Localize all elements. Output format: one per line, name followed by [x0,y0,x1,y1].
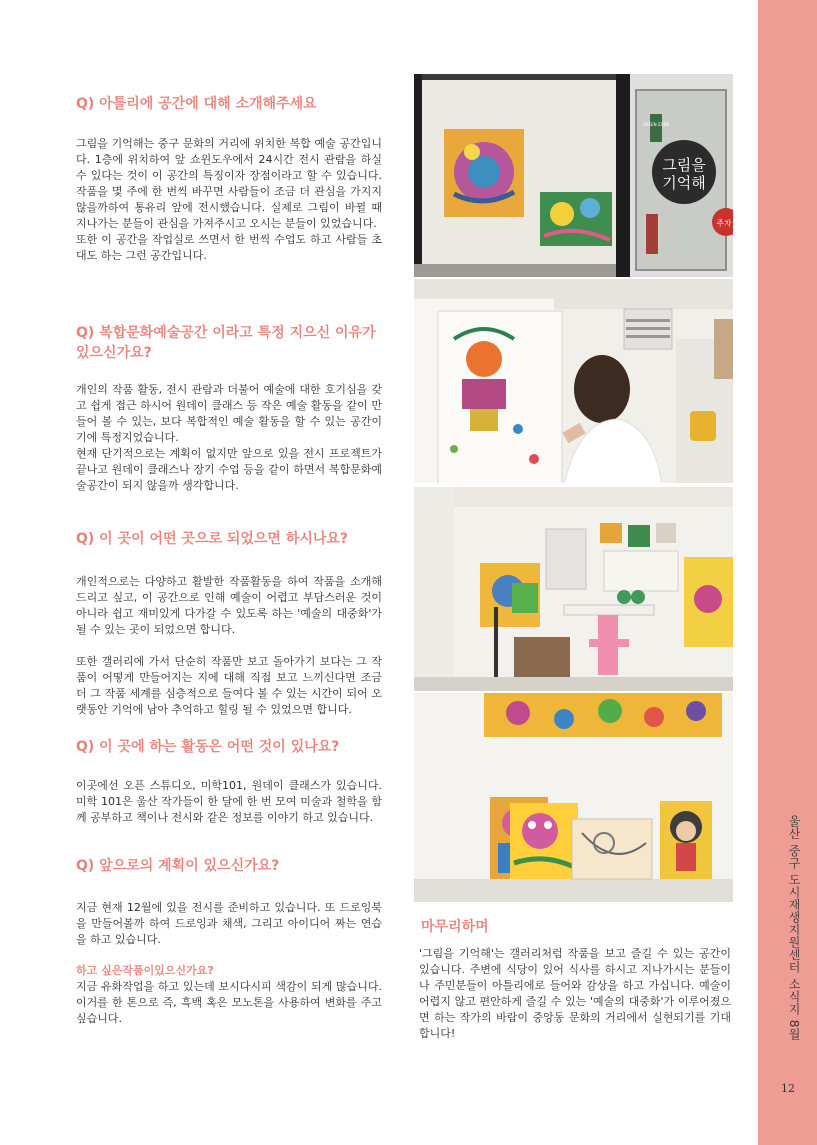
question-heading-5: Q) 앞으로의 계획이 있으신가요? [76,858,280,874]
question-heading-4: Q) 이 곳에 하는 활동은 어떤 것이 있나요? [76,739,340,755]
sub-answer-paragraph: 지금 유화작업을 하고 있는데 보시다시피 색감이 되게 많습니다. 이거를 한 톤으로 즉, 흑백 혹은 모노톤을 사용하여 변화를 주고 싶습니다. [76,980,382,1025]
photo-canvas-display [414,693,733,904]
photo-artist-painting [414,279,733,485]
question-heading-3: Q) 이 곳이 어떤 곳으로 되었으면 하시나요? [76,531,349,547]
closing-heading: 마무리하며 [421,919,489,935]
gallery-logo-line2: 기억해 [662,174,706,192]
newsletter-title: 울산 중구 도시재생지원센터 소식지 8월 [787,815,801,1041]
answer-paragraph-4: 이곳에선 오픈 스튜디오, 미학101, 원데이 클래스가 있습니다. 미학 101은 울산 작가들이 한 달에 한 번 모여 미술과 철학을 함께 공부하고 책이나 전시와 같은 정보를 이야기 하고 있습니다. [76,779,382,824]
gallery-logo-line1: 그림을 [662,156,706,174]
parking-sign: 주차 [716,219,732,228]
photo-studio-interior [414,487,733,693]
answer-paragraph-1: 그림을 기억해는 중구 문화의 거리에 위치한 복합 예술 공간입니다. 1층에 위치하여 앞 쇼윈도우에서 24시간 전시 관람을 하실 수 있다는 것이 이 공간의 특징이자 장점이라고 할 수 있습니다. 작품을 몇 주에 한 번씩 바꾸면 사람들이 조금 더 관심을 가지지 않을까하여 통유리 앞에 전시했습니다. 실제로 그림이 바뀔 때 지나가는 분들이 관심을 가져주시고 오시는 분들이 있었습니다. 또한 이 공간을 작업실로 쓰면서 한 번씩 수업도 하고 사람들 초대도 하는 그런 공간입니다. [76,137,382,262]
green-zone-sticker: GREEN ZONE [642,122,670,127]
answer-paragraph-3: 개인적으로는 다양하고 활발한 작품활동을 하여 작품을 소개해 드리고 싶고, 이 공간으로 인해 예술이 어렵고 부담스러운 것이 아니라 쉽고 재미있게 다가갈 수 있도록 하는 '예술의 대중화'가 될 수 있는 곳이 되었으면 합니다. 또한 갤러리에 가서 단순히 작품만 보고 돌아가기 보다는 그 작품이 어떻게 만들어지는 지에 대해 직접 보고 느끼신다면 조금 더 그 작품 세계를 심층적으로 들여다 볼 수 있는 시간이 되어 오랫동안 기억에 남아 추억하고 힐링 될 수 있었으면 합니다. [76,575,382,716]
photo-storefront [414,74,733,279]
answer-paragraph-2: 개인의 작품 활동, 전시 관람과 더불어 예술에 대한 호기심을 갖고 쉽게 접근 하시어 원데이 클래스 등 작은 예술 활동을 같이 만들어 볼 수 있는, 보다 복합적인 예술 활동을 할 수 있는 공간이기에 특정지었습니다. 현재 단기적으로는 계획이 없지만 앞으로 있을 전시 프로젝트가 끝나고 원데이 클래스나 장기 수업 등을 같이 하면서 복합문화예술공간이 되지 않을까 생각합니다. [76,383,382,492]
answer-paragraph-5: 지금 현재 12월에 있을 전시를 준비하고 있습니다. 또 드로잉북을 만들어볼까 하여 드로잉과 채색, 그리고 아이디어 짜는 연습을 하고 있습니다. [76,901,382,946]
question-heading-1: Q) 아틀리에 공간에 대해 소개해주세요 [76,96,317,112]
closing-paragraph: '그림을 기억해'는 갤러리처럼 작품을 보고 즐길 수 있는 공간이 있습니다. 주변에 식당이 있어 식사를 하시고 지나가시는 분들이나 주민분들이 아틀리에로 들어와 감상을 하고 가십니다. 예술이 어렵지 않고 편안하게 즐길 수 있는 '예술의 대중화'가 이루어졌으면 하는 작가의 바람이 중앙동 문화의 거리에서 실현되기를 기대합니다! [419,947,731,1040]
sub-question-heading: 하고 싶은작품이있으신가요? [76,964,214,977]
page-number: 12 [781,1082,795,1095]
question-heading-2: Q) 복합문화예술공간 이라고 특정 지으신 이유가 있으신가요? [76,325,376,361]
